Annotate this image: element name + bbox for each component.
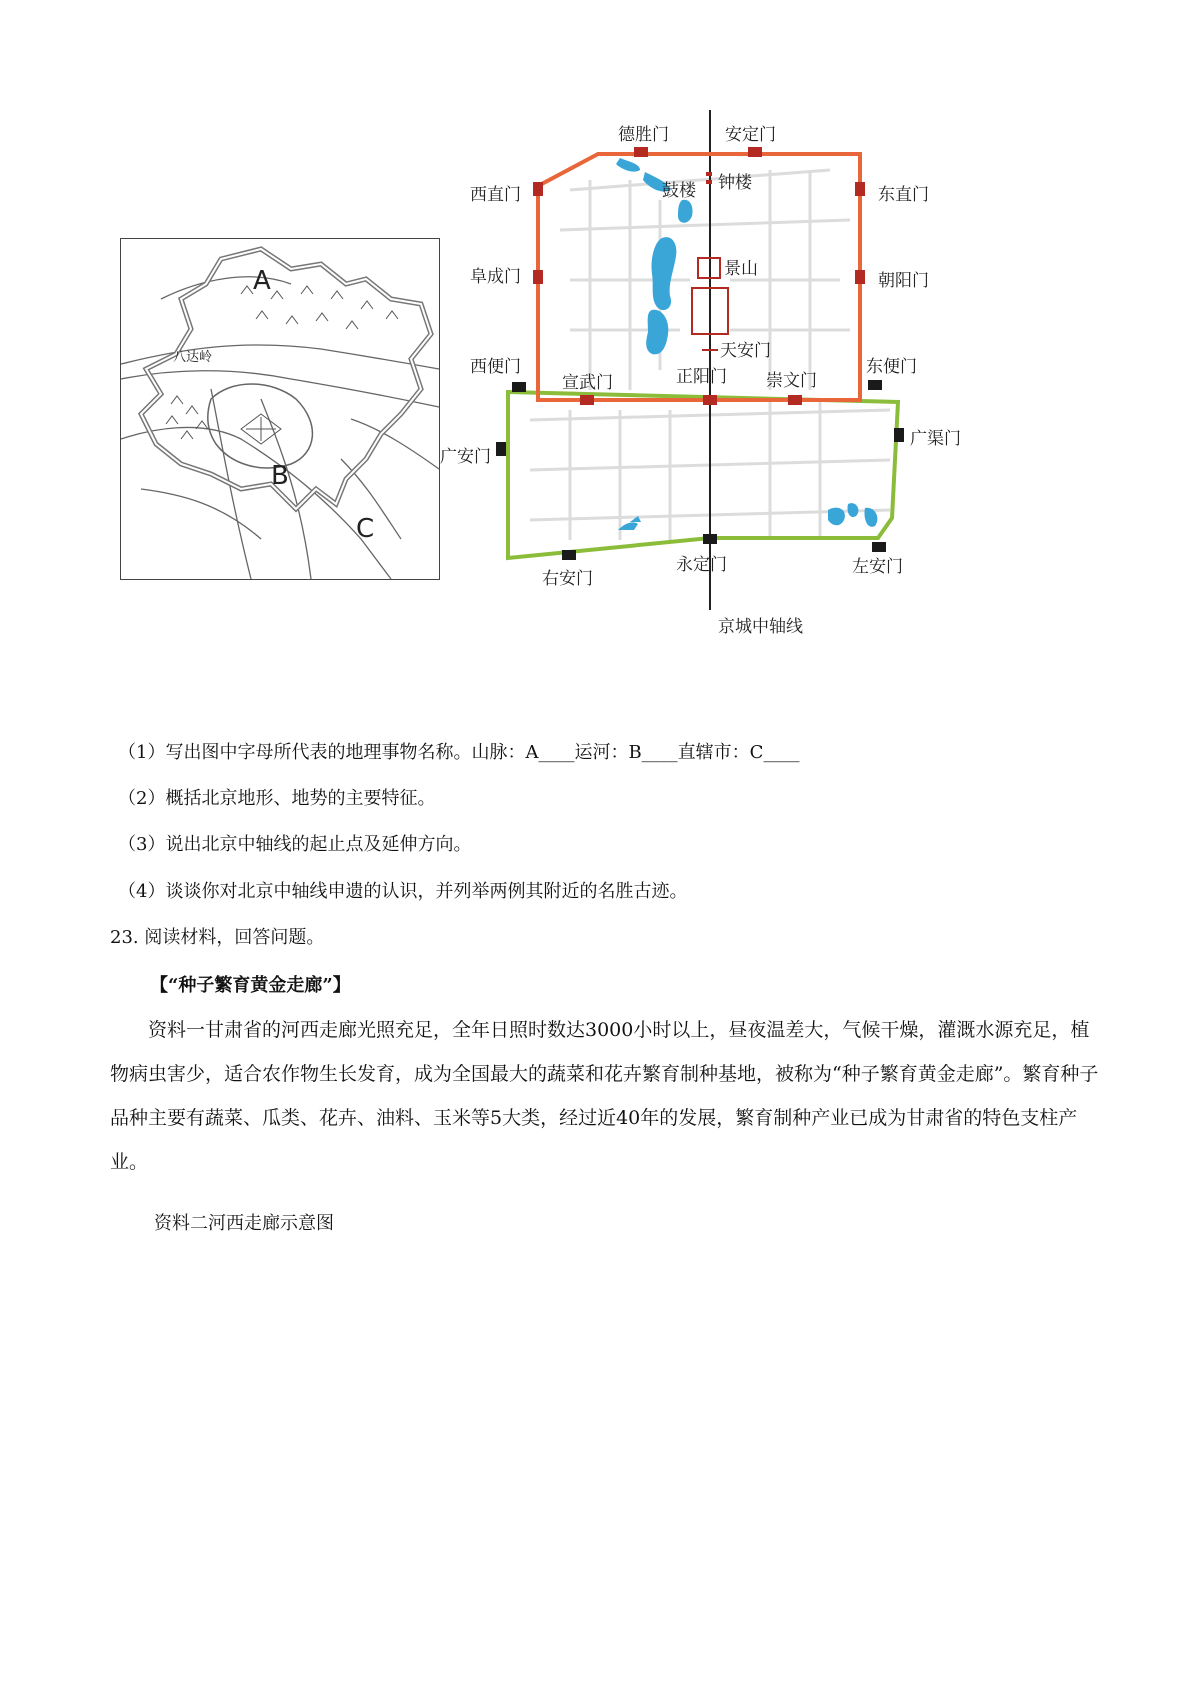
gate-marker-chongwenmen — [788, 395, 802, 405]
gate-marker-dongzhimen — [855, 182, 865, 196]
axis-map-svg — [440, 110, 1070, 710]
gate-marker-xibianmen — [512, 382, 526, 392]
label-zhengyangmen: 正阳门 — [676, 367, 727, 387]
label-andingmen: 安定门 — [725, 125, 776, 145]
beijing-axis-map — [440, 110, 1070, 710]
question-1: （1）写出图中字母所代表的地理事物名称。山脉：A____运河：B____直辖市：C____ — [118, 742, 800, 763]
label-dongbianmen: 东便门 — [866, 357, 917, 377]
label-fuchengmen: 阜成门 — [470, 267, 521, 287]
label-central-axis: 京城中轴线 — [718, 617, 803, 637]
label-tiananmen: 天安门 — [720, 341, 771, 361]
label-a: A — [253, 266, 271, 296]
question-3: （3）说出北京中轴线的起止点及延伸方向。 — [118, 834, 472, 855]
gate-marker-zhengyangmen — [703, 395, 717, 405]
gate-marker-xuanwumen — [580, 395, 594, 405]
material-1: 资料一甘肃省的河西走廊光照充足，全年日照时数达3000小时以上，昼夜温差大，气候干燥，灌溉水源充足，植物病虫害少，适合农作物生长发育，成为全国最大的蔬菜和花卉繁育制种基地，被称为“种子繁育黄金走廊”。繁育种子品种主要有蔬菜、瓜类、花卉、油料、玉米等5大类，经过近40年的发展，繁育制种产业已成为甘肃省的特色支柱产业。 — [110, 1019, 1099, 1173]
label-b: B — [271, 461, 289, 491]
outer-city-wall — [508, 392, 898, 558]
beijing-terrain-map — [120, 238, 440, 580]
terrain-map-svg — [121, 239, 439, 579]
label-xuanwumen: 宣武门 — [562, 373, 613, 393]
label-xibianmen: 西便门 — [470, 357, 521, 377]
gate-marker-andingmen — [748, 147, 762, 157]
label-dongzhimen: 东直门 — [878, 185, 929, 205]
gate-marker-yongdingmen — [703, 534, 717, 544]
label-gulou: 鼓楼 — [662, 181, 696, 201]
question-2: （2）概括北京地形、地势的主要特征。 — [118, 788, 436, 809]
label-youanmen: 右安门 — [542, 569, 593, 589]
label-yongdingmen: 永定门 — [676, 555, 727, 575]
label-badaling: 八达岭 — [173, 350, 213, 365]
gate-marker-dongbianmen — [868, 380, 882, 390]
gate-marker-fuchengmen — [533, 270, 543, 284]
label-guangqumen: 广渠门 — [910, 429, 961, 449]
label-c: C — [356, 514, 375, 544]
label-jingshan: 景山 — [724, 259, 758, 279]
section-23-heading: 23. 阅读材料，回答问题。 — [110, 927, 325, 948]
label-chaoyangmen: 朝阳门 — [878, 271, 929, 291]
label-zhonglou: 钟楼 — [718, 173, 752, 193]
gate-marker-chaoyangmen — [855, 270, 865, 284]
label-zuoanmen: 左安门 — [852, 557, 903, 577]
label-guanganmen: 广安门 — [440, 447, 491, 467]
label-deshengmen: 德胜门 — [618, 125, 669, 145]
gate-marker-xizhimen — [533, 182, 543, 196]
section-23-title: 【“种子繁育黄金走廊”】 — [150, 975, 351, 996]
label-chongwenmen: 崇文门 — [766, 371, 817, 391]
gate-marker-zuoanmen — [872, 542, 886, 552]
material-2: 资料二河西走廊示意图 — [154, 1213, 334, 1234]
label-xizhimen: 西直门 — [470, 185, 521, 205]
gate-marker-guangqumen — [894, 428, 904, 442]
gate-marker-guanganmen — [496, 442, 506, 456]
gate-marker-youanmen — [562, 550, 576, 560]
gate-marker-deshengmen — [634, 147, 648, 157]
question-4: （4）谈谈你对北京中轴线申遗的认识，并列举两例其附近的名胜古迹。 — [118, 881, 688, 902]
